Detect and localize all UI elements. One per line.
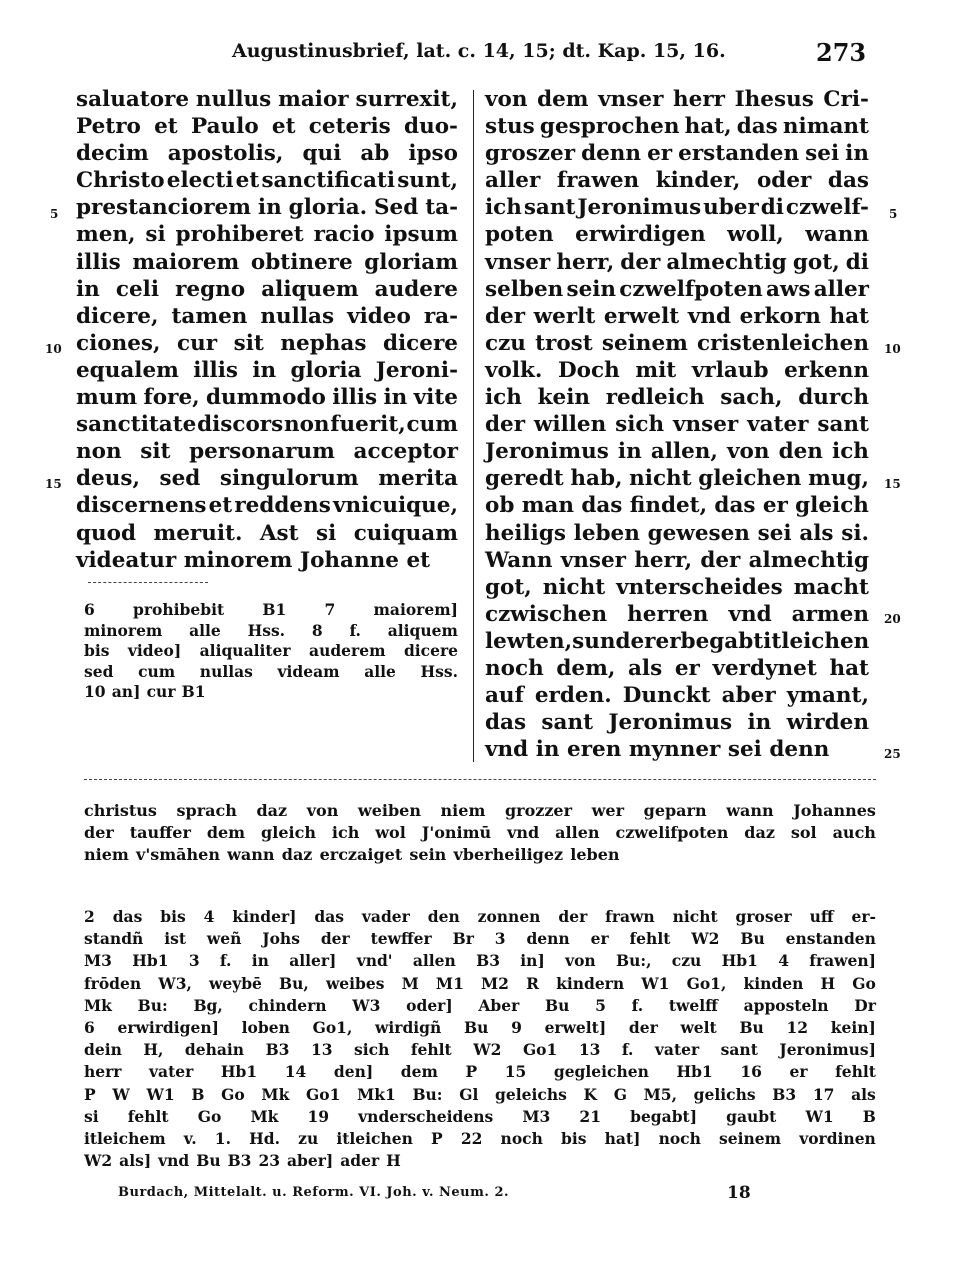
latin-text-line: sanctitate discors non fuerit, cum <box>76 412 458 438</box>
german-text-line: groszer denn er erstanden sei in <box>485 141 869 167</box>
german-text-line: von dem vnser herr Ihesus Cri- <box>485 87 869 112</box>
german-column <box>485 86 869 763</box>
german-text-line: heiligs leben gewesen sei als si. <box>485 520 869 546</box>
german-text-line: der willen sich vnser vater sant <box>485 412 869 438</box>
german-line-number: 25 <box>884 747 901 761</box>
latin-line-number: 5 <box>50 207 59 221</box>
footnote-separator <box>84 779 876 780</box>
latin-text-line: ciones, cur sit nephas dicere <box>76 330 458 356</box>
german-text-line: stus gesprochen hat, das nimant <box>485 114 869 140</box>
running-title: Augustinusbrief, lat. c. 14, 15; dt. Kap. 15, 16. <box>232 40 726 62</box>
latin-text-line: videatur minorem Johanne et <box>76 547 431 573</box>
gloss-line: niem v'smāhen wann daz erczaiget sein vberheiligez leben <box>84 845 620 864</box>
latin-note-line: bis video] aliqualiter auderem dicere <box>84 641 458 660</box>
german-text-line: noch dem, als er verdynet hat <box>485 655 869 681</box>
gloss-line: christus sprach daz von weiben niem grozzer wer geparn wann Johannes <box>84 801 876 820</box>
apparatus-line: frōden W3, weybē Bu, weibes M M1 M2 R kindern W1 Go1, kinden H Go <box>84 973 876 993</box>
german-text-line: der werlt erwelt vnd erkorn hat <box>485 303 869 329</box>
apparatus-line: si fehlt Go Mk 19 vnderscheidens M3 21 begabt] gaubt W1 B <box>84 1106 876 1126</box>
german-text-line: aller frawen kinder, oder das <box>485 168 869 194</box>
german-text-line: das sant Jeronimus in wirden <box>485 710 869 736</box>
running-header <box>0 40 960 70</box>
latin-note-line: sed cum nullas videam alle Hss. <box>84 661 458 681</box>
latin-column <box>76 86 458 574</box>
signature-mark: 18 <box>727 1183 751 1203</box>
latin-text-line: non sit personarum acceptor <box>76 439 458 465</box>
apparatus-line: herr vater Hb1 14 den] dem P 15 gegleichen Hb1 16 er fehlt <box>84 1062 876 1082</box>
german-line-number: 10 <box>884 342 901 356</box>
german-line-number: 5 <box>889 207 898 221</box>
latin-text-line: illis maiorem obtinere gloriam <box>76 249 458 275</box>
latin-note-line: minorem alle Hss. 8 f. aliquem <box>84 620 458 640</box>
page-number: 273 <box>816 38 867 67</box>
apparatus-line: standñ ist weñ Johs der tewffer Br 3 denn er fehlt W2 Bu enstanden <box>84 929 876 949</box>
german-text-line: selben sein czwelfpoten aws aller <box>485 276 869 302</box>
german-text-line: geredt hab, nicht gleichen mug, <box>485 466 869 492</box>
latin-text-line: in celi regno aliquem audere <box>76 276 458 302</box>
german-text-line: Jeronimus in allen, von den ich <box>485 439 869 465</box>
critical-apparatus <box>84 906 876 1172</box>
latin-text-line: prestanciorem in gloria. Sed ta- <box>76 195 458 221</box>
german-text-line: vnser herr, der almechtig got, di <box>485 249 869 275</box>
german-text-line: volk. Doch mit vrlaub erkenn <box>485 357 869 383</box>
german-text-line: czu trost seinem cristenleichen <box>485 330 869 356</box>
apparatus-line: itleichem v. 1. Hd. zu itleichen P 22 noch bis hat] noch seinem vordinen <box>84 1129 876 1149</box>
german-text-line: ich kein redleich sach, durch <box>485 385 869 411</box>
apparatus-line: 2 das bis 4 kinder] das vader den zonnen der frawn nicht groser uff er- <box>84 907 876 926</box>
latin-text-line: decim apostolis, qui ab ipso <box>76 141 458 167</box>
apparatus-line: Mk Bu: Bg, chindern W3 oder] Aber Bu 5 f. twelff apposteln Dr <box>84 995 876 1015</box>
latin-line-number: 10 <box>45 342 62 356</box>
latin-text-line: Christo electi et sanctificati sunt, <box>76 168 458 194</box>
latin-text-line: saluatore nullus maior surrexit, <box>76 87 458 112</box>
latin-note-line: 10 an] cur B1 <box>84 682 206 701</box>
german-line-number: 20 <box>884 612 901 626</box>
german-text-line: czwischen herren vnd armen <box>485 601 869 627</box>
latin-text-line: men, si prohiberet racio ipsum <box>76 222 458 248</box>
latin-note-line: 6 prohibebit B1 7 maiorem] <box>84 600 458 619</box>
gloss-line: der tauffer dem gleich ich wol J'onimū vnd allen czwelifpoten daz sol auch <box>84 823 876 842</box>
signature-line: Burdach, Mittelalt. u. Reform. VI. Joh. v. Neum. 2. <box>118 1185 510 1200</box>
apparatus-line: dein H, dehain B3 13 sich fehlt W2 Go1 13 f. vater sant Jeronimus] <box>84 1040 876 1060</box>
german-text-line: Wann vnser herr, der almechtig <box>485 547 869 573</box>
apparatus-line: P W W1 B Go Mk Go1 Mk1 Bu: Gl geleichs K G M5, gelichs B3 17 als <box>84 1084 876 1104</box>
apparatus-line: W2 als] vnd Bu B3 23 aber] ader H <box>84 1151 401 1171</box>
latin-text-line: quod meruit. Ast si cuiquam <box>76 520 458 546</box>
latin-text-line: dicere, tamen nullas video ra- <box>76 303 458 329</box>
apparatus-line: M3 Hb1 3 f. in aller] vnd' allen B3 in] von Bu:, czu Hb1 4 frawen] <box>84 951 876 971</box>
latin-text-line: Petro et Paulo et ceteris duo- <box>76 114 458 140</box>
latin-text-line: mum fore, dummodo illis in vite <box>76 385 458 411</box>
german-text-line: got, nicht vnterscheides macht <box>485 574 869 600</box>
latin-line-number: 15 <box>45 477 62 491</box>
german-text-line: poten erwirdigen woll, wann <box>485 222 869 248</box>
latin-text-line: deus, sed singulorum merita <box>76 466 458 492</box>
marginal-gloss <box>84 800 876 866</box>
german-text-line: ich sant Jeronimus uber di czwelf- <box>485 195 869 221</box>
apparatus-line: 6 erwirdigen] loben Go1, wirdigñ Bu 9 erwelt] der welt Bu 12 kein] <box>84 1018 876 1038</box>
latin-text-line: equalem illis in gloria Jeroni- <box>76 357 458 383</box>
latin-text-line: discernens et reddens vnicuique, <box>76 493 458 519</box>
column-divider <box>473 90 474 762</box>
latin-apparatus <box>84 600 458 703</box>
german-text-line: auf erden. Dunckt aber ymant, <box>485 683 869 709</box>
german-text-line: lewten, sunder er begabt itleichen <box>485 628 870 654</box>
notes-separator <box>88 582 208 583</box>
german-line-number: 15 <box>884 477 901 491</box>
german-text-line: ob man das findet, das er gleich <box>485 493 869 519</box>
german-text-line: vnd in eren mynner sei denn <box>485 737 830 763</box>
